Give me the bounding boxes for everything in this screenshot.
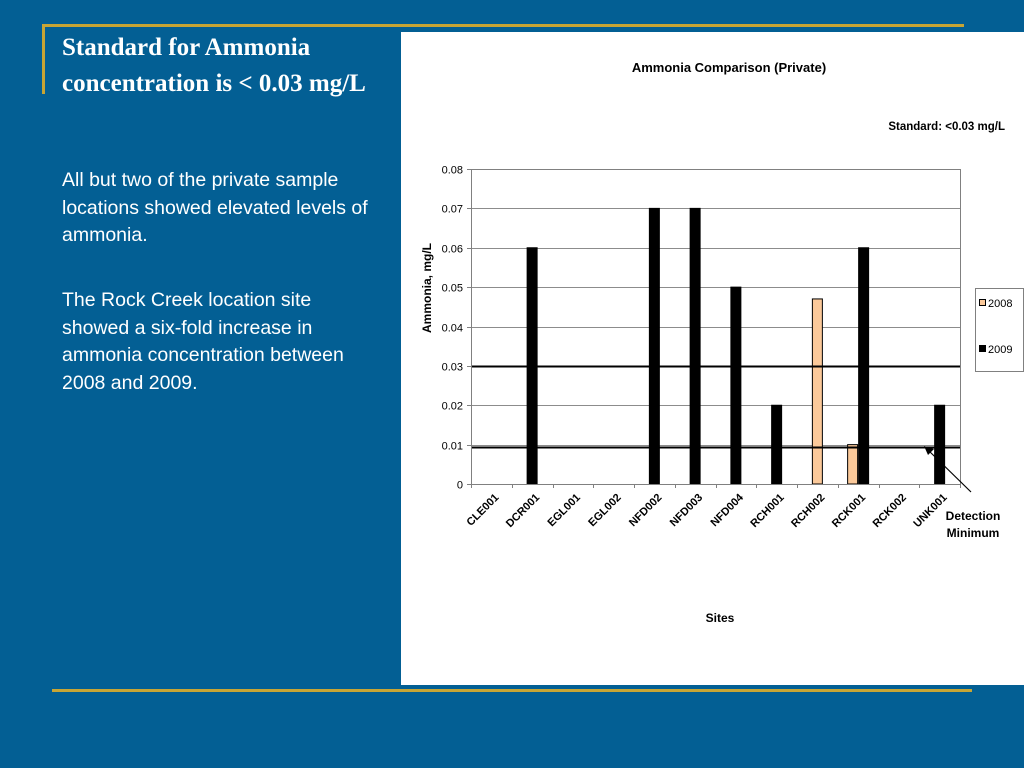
y-tick-label-0-06: 0.06 — [441, 243, 463, 256]
x-tick-label-rch001: RCH001 — [748, 491, 787, 530]
x-tick-label-nfd002: NFD002 — [627, 491, 665, 530]
chart-title: Ammonia Comparison (Private) — [631, 60, 827, 75]
x-tick-label-nfd003: NFD003 — [667, 491, 706, 530]
bar-unk001-2009 — [935, 405, 945, 484]
y-tick-label-0-03: 0.03 — [441, 361, 463, 374]
chart-subtitle: Standard: <0.03 mg/L — [888, 121, 1005, 133]
left-accent-line — [42, 24, 45, 94]
bars — [527, 208, 945, 484]
y-tick-label-0: 0 — [456, 479, 463, 492]
x-tick-label-nfd004: NFD004 — [708, 491, 746, 530]
y-tick-label-0-04: 0.04 — [441, 322, 463, 335]
x-tick-label-rck002: RCK002 — [870, 491, 909, 530]
x-tick-label-cle001: CLE001 — [464, 491, 502, 529]
x-tick-label-egl001: EGL001 — [545, 491, 583, 530]
annotation-label-line1: Detection — [945, 509, 1001, 523]
bar-nfd004-2009 — [731, 287, 741, 484]
x-tick-label-dcr001: DCR001 — [503, 491, 543, 530]
reference-lines — [471, 367, 960, 448]
y-axis-label: Ammonia, mg/L — [420, 242, 434, 334]
top-accent-line — [42, 24, 964, 27]
y-tick-label-0-07: 0.07 — [441, 203, 463, 216]
bar-rck001-2008 — [848, 445, 858, 484]
annotation-label-line2: Minimum — [946, 526, 1000, 540]
paragraph-rock-creek: The Rock Creek location site showed a six-fold increase in ammonia concentration between 2008 and 2009. — [62, 289, 344, 394]
bar-rch001-2009 — [772, 405, 782, 484]
bar-rch002-2008 — [812, 299, 822, 484]
legend — [976, 289, 1024, 372]
bar-nfd003-2009 — [690, 208, 700, 484]
bottom-accent-line — [52, 689, 972, 692]
ammonia-chart — [401, 32, 1024, 685]
y-tick-label-0-08: 0.08 — [441, 164, 463, 177]
x-tick-label-egl002: EGL002 — [586, 491, 624, 530]
legend-swatch-2008 — [980, 300, 986, 306]
chart-panel — [401, 32, 1024, 685]
y-tick-label-0-02: 0.02 — [441, 400, 463, 413]
slide-title: Standard for Ammonia concentration is < 0.03 mg/L — [62, 34, 366, 97]
gridlines — [471, 170, 960, 485]
legend-label-2009: 2009 — [988, 344, 1013, 356]
x-tick-label-rck001: RCK001 — [829, 491, 869, 530]
y-tick-label-0-05: 0.05 — [441, 282, 463, 295]
legend-swatch-2009 — [980, 346, 986, 352]
x-tick-labels — [464, 484, 960, 530]
y-tick-labels — [442, 165, 471, 492]
paragraph-elevated-levels: All but two of the private sample locations showed elevated levels of ammonia. — [62, 169, 368, 246]
x-tick-label-unk001: UNK001 — [911, 491, 950, 530]
annotation-arrow-line — [927, 449, 971, 492]
legend-label-2008: 2008 — [988, 298, 1013, 310]
x-tick-label-rch002: RCH002 — [789, 491, 828, 530]
x-axis-label: Sites — [705, 611, 735, 625]
y-tick-label-0-01: 0.01 — [441, 440, 463, 453]
bar-nfd002-2009 — [649, 208, 659, 484]
